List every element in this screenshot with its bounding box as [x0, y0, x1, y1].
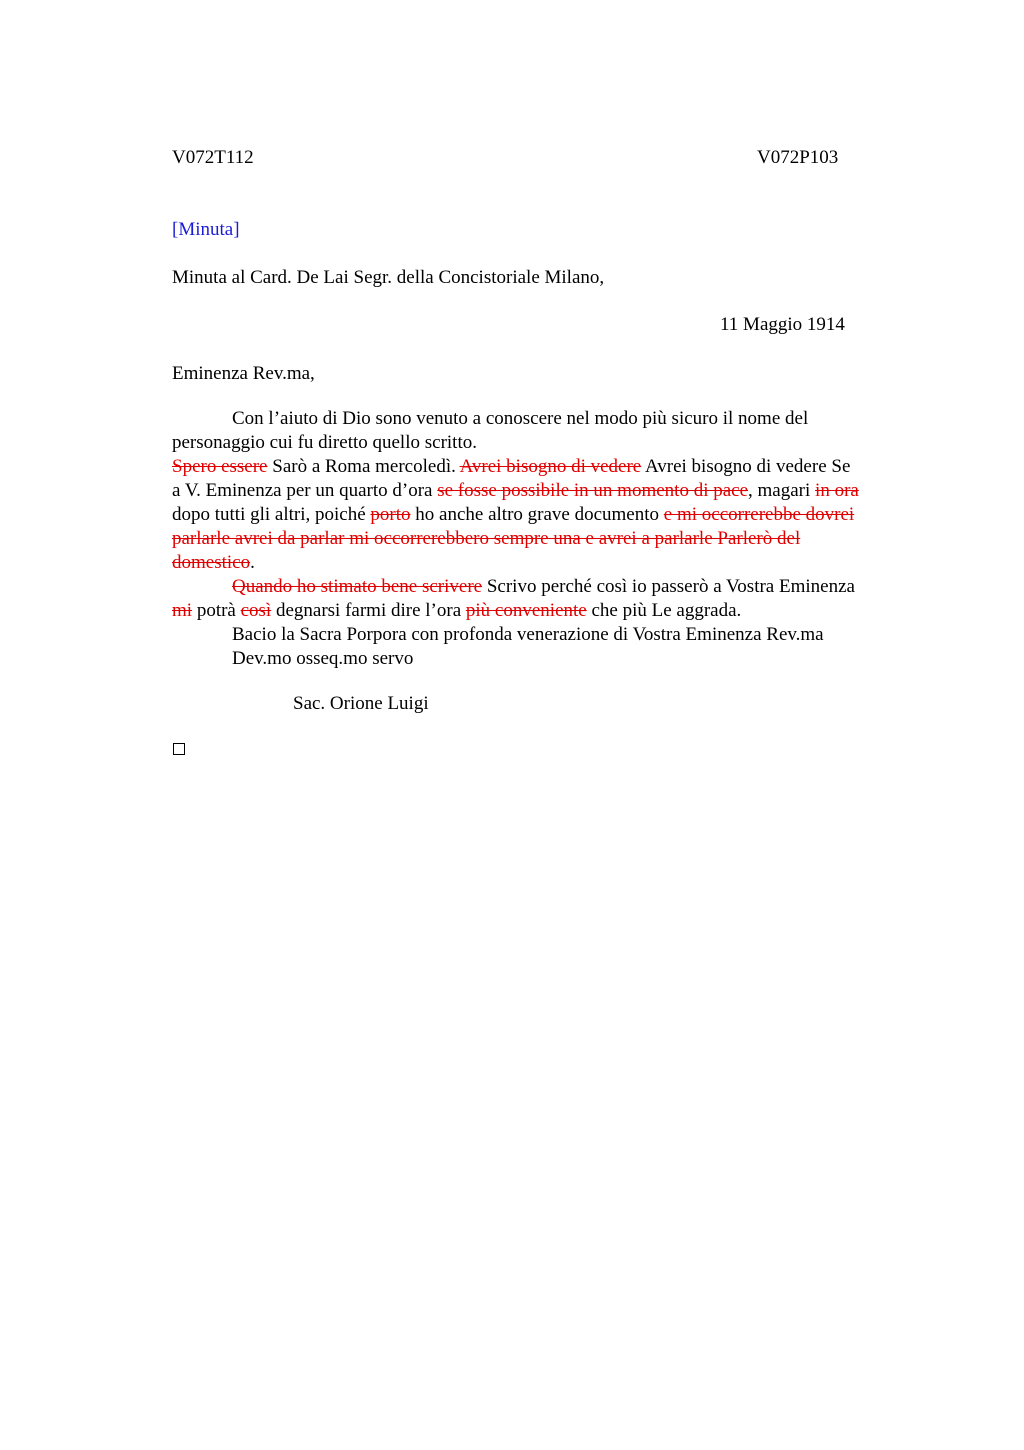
body-line — [172, 575, 942, 599]
body-text: . — [250, 552, 255, 573]
body-line — [172, 551, 942, 575]
deleted-text: mi — [172, 600, 193, 621]
body-text: ho anche altro grave documento — [410, 504, 664, 525]
closing-text: Bacio la Sacra Porpora con profonda venerazione di Vostra Eminenza Rev.ma — [232, 624, 824, 645]
closing-line — [172, 623, 942, 647]
body-text: Avrei bisogno di vedere Se — [641, 456, 851, 477]
deleted-text: Quando ho stimato bene scrivere — [232, 576, 483, 597]
body-line — [172, 527, 942, 551]
header-right-code: V072P103 — [757, 147, 839, 168]
body-text: potrà — [192, 600, 241, 621]
body-text: Scrivo perché così io passerò a Vostra Eminenza — [482, 576, 855, 597]
document-label: [Minuta] — [172, 219, 240, 240]
subject-line: Minuta al Card. De Lai Segr. della Concistoriale Milano, — [172, 267, 605, 288]
deleted-text: e mi occorrerebbe dovrei — [663, 504, 855, 525]
body-text: Con l’aiuto di Dio sono venuto a conoscere nel modo più sicuro il nome del — [232, 408, 809, 429]
body-text: che più Le aggrada. — [586, 600, 742, 621]
deleted-text: così — [240, 600, 272, 621]
deleted-text: se fosse possibile in un momento di pace — [437, 480, 749, 501]
body-line — [172, 455, 942, 479]
body-text: Sarò a Roma mercoledì. — [267, 456, 460, 477]
deleted-text: domestico — [172, 552, 251, 573]
body-text: degnarsi farmi dire l’ora — [271, 600, 466, 621]
closing-text: Dev.mo osseq.mo servo — [232, 648, 414, 669]
closing-line — [172, 647, 942, 671]
signature: Sac. Orione Luigi — [293, 693, 429, 714]
salutation: Eminenza Rev.ma, — [172, 363, 315, 384]
body-line — [172, 503, 942, 527]
body-text: a V. Eminenza per un quarto d’ora — [172, 480, 438, 501]
deleted-text: porto — [370, 504, 411, 525]
deleted-text: parlarle avrei da parlar mi occorrerebbero sempre una e avrei a parlarle Parlerò del — [172, 528, 801, 549]
body-line — [172, 407, 942, 431]
deleted-text: Spero essere — [172, 456, 268, 477]
deleted-text: Avrei bisogno di vedere — [459, 456, 642, 477]
header-left-code: V072T112 — [172, 147, 254, 168]
checkbox-square-icon — [173, 743, 185, 755]
letter-date: 11 Maggio 1914 — [720, 314, 845, 335]
deleted-text: più conveniente — [465, 600, 587, 621]
body-text: dopo tutti gli altri, poiché — [172, 504, 371, 525]
body-text: personaggio cui fu diretto quello scritto. — [172, 432, 477, 453]
body-line — [172, 599, 942, 623]
body-text: , magari — [748, 480, 816, 501]
body-line — [172, 431, 942, 455]
deleted-text: in ora — [815, 480, 859, 501]
letter-body — [172, 407, 942, 671]
body-line — [172, 479, 942, 503]
